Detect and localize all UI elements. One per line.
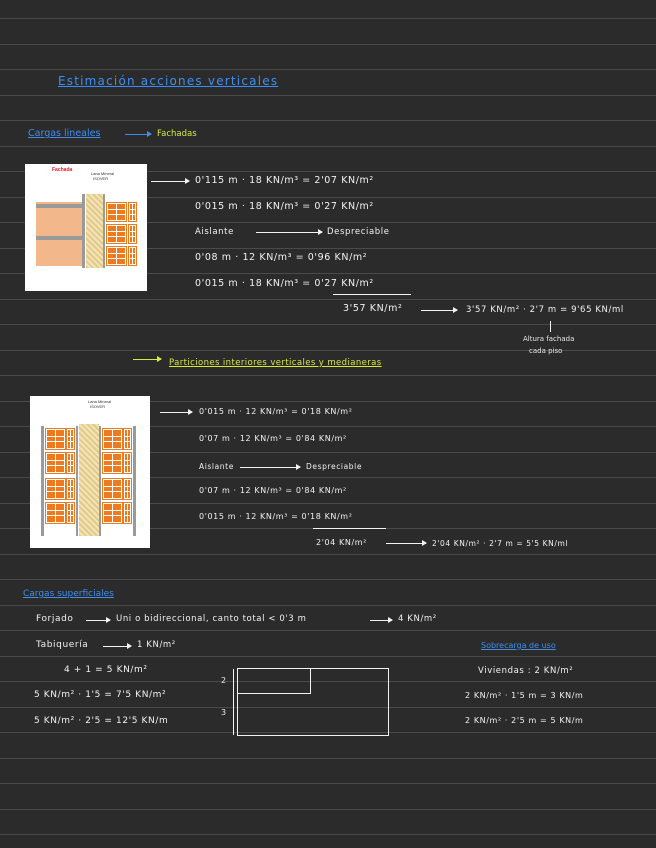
fachada-section-image: Fachada Lana Mineral ISOVER: [25, 164, 147, 291]
cargas-superficiales-heading: Cargas superficiales: [23, 589, 114, 599]
forjado-label: Forjado: [36, 614, 74, 624]
diagram-label-2: 2: [221, 676, 227, 685]
particion-line-3: 0'07 m · 12 KN/m³ = 0'84 KN/m²: [199, 486, 347, 495]
note-cada-piso: cada piso: [529, 347, 563, 355]
particion-section-image: Lana Mineral ISOVER: [30, 396, 150, 548]
fachada-total: 3'57 KN/m²: [343, 303, 403, 314]
arrow: [103, 646, 131, 647]
particion-aislante: Aislante: [199, 462, 234, 471]
arrow: [160, 412, 192, 413]
arrow: [386, 543, 426, 544]
sobrecarga-line-2: 2 KN/m² · 1'5 m = 3 KN/m: [465, 691, 584, 700]
slab-diagram: [237, 668, 389, 736]
particion-total: 2'04 KN/m²: [316, 538, 367, 547]
sobrecarga-line-3: 2 KN/m² · 2'5 m = 5 KN/m: [465, 716, 584, 725]
forjado-value: 4 KN/m²: [398, 614, 437, 624]
fachada-line-2: 0'015 m · 18 KN/m³ = 0'27 KN/m²: [195, 201, 374, 212]
arrow: [370, 620, 392, 621]
fachada-aislante: Aislante: [195, 227, 234, 237]
sum-underline: [313, 528, 386, 529]
sobrecarga-line-1: Viviendas : 2 KN/m²: [478, 666, 574, 676]
sum-underline: [333, 294, 411, 295]
page-title: Estimación acciones verticales: [58, 74, 279, 88]
fachada-line-3: 0'08 m · 12 KN/m³ = 0'96 KN/m²: [195, 252, 368, 263]
cargas-lineales-heading: Cargas lineales: [28, 128, 101, 139]
fachada-result: 3'57 KN/m² · 2'7 m = 9'65 KN/ml: [466, 305, 624, 315]
superficial-line-3: 5 KN/m² · 2'5 = 12'5 KN/m: [34, 716, 169, 726]
particiones-heading: Particiones interiores verticales y medianeras: [169, 358, 382, 368]
sobrecarga-heading: Sobrecarga de uso: [481, 641, 556, 650]
fachada-line-1: 0'115 m · 18 KN/m³ = 2'07 KN/m²: [195, 175, 374, 186]
particion-line-1: 0'015 m · 12 KN/m³ = 0'18 KN/m²: [199, 407, 353, 416]
tabiqueria-value: 1 KN/m²: [137, 640, 176, 650]
arrow: [256, 232, 322, 233]
arrow: [151, 181, 189, 182]
fachadas-label: Fachadas: [157, 129, 197, 139]
note-altura-fachada: Altura fachada: [523, 335, 575, 343]
particion-line-2: 0'07 m · 12 KN/m³ = 0'84 KN/m²: [199, 434, 347, 443]
forjado-text: Uni o bidireccional, canto total < 0'3 m: [116, 614, 307, 624]
diagram-label-3: 3: [221, 708, 227, 717]
particion-result: 2'04 KN/m² · 2'7 m = 5'5 KN/ml: [432, 539, 569, 548]
arrow: [240, 467, 300, 468]
arrow: [133, 359, 161, 360]
arrow: [86, 620, 110, 621]
fachada-despreciable: Despreciable: [327, 227, 390, 237]
tabiqueria-label: Tabiquería: [36, 640, 89, 650]
fachada-figure-title: Fachada: [52, 167, 73, 173]
arrow-down: [550, 321, 551, 332]
arrow: [421, 310, 457, 311]
particion-line-4: 0'015 m · 12 KN/m³ = 0'18 KN/m²: [199, 512, 353, 521]
superficial-line-1: 4 + 1 = 5 KN/m²: [64, 665, 148, 675]
superficial-line-2: 5 KN/m² · 1'5 = 7'5 KN/m²: [34, 690, 167, 700]
particion-despreciable: Despreciable: [306, 462, 363, 471]
fachada-line-4: 0'015 m · 18 KN/m³ = 0'27 KN/m²: [195, 278, 374, 289]
arrow: [125, 134, 151, 135]
